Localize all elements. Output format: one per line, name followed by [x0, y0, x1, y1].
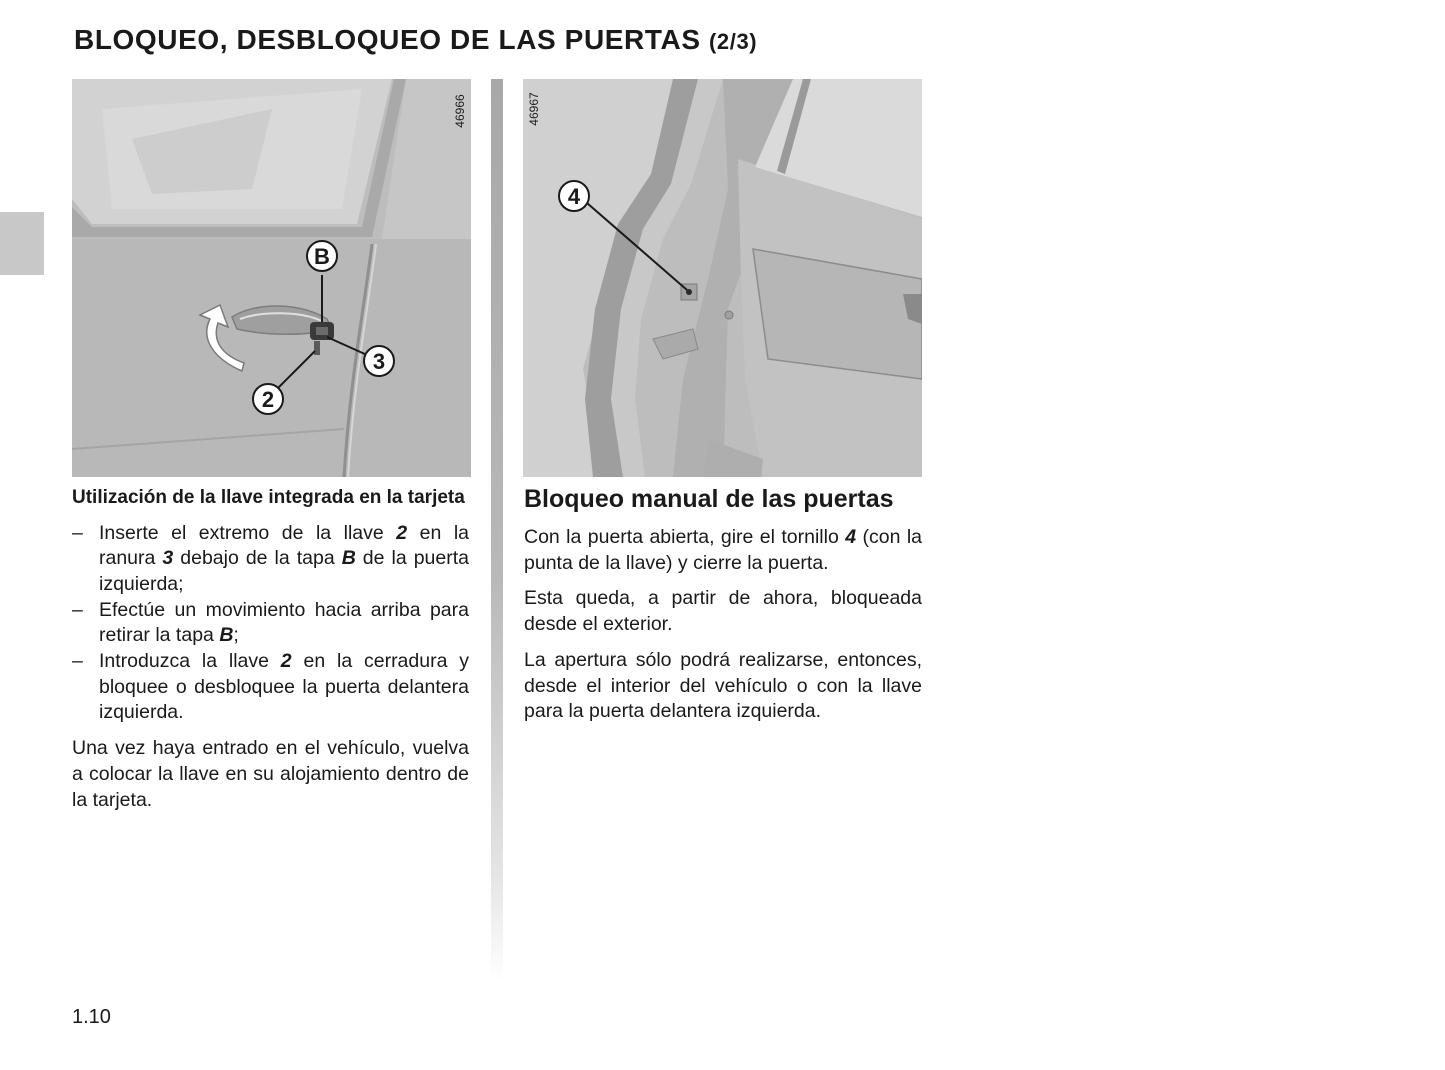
page-title-text: BLOQUEO, DESBLOQUEO DE LAS PUERTAS [74, 24, 701, 55]
page-title-part: (2/3) [709, 29, 758, 54]
list-text: ; [233, 624, 239, 647]
paragraph-text: Con la puerta abierta, gire el tornillo [524, 526, 846, 548]
dash-bullet: – [72, 598, 83, 621]
list-item [72, 649, 469, 726]
list-text: en la cerradura y bloquee o desbloquee la puerta delantera izquierda. [99, 650, 469, 724]
instruction-list [72, 521, 469, 727]
key-ref: 3 [162, 547, 174, 570]
key-ref: 2 [280, 650, 292, 673]
section-subheading: Utilización de la llave integrada en la tarjeta [72, 487, 465, 508]
key-ref: 4 [845, 526, 857, 548]
list-item [72, 598, 469, 649]
callout-4: 4 [567, 184, 581, 209]
right-text-column [524, 484, 922, 725]
key-ref: B [341, 547, 356, 570]
door-edge-illustration [523, 79, 922, 477]
key-ref: 2 [396, 521, 408, 544]
key-ref: B [219, 624, 234, 647]
dash-bullet: – [72, 650, 83, 673]
door-handle-illustration [72, 79, 471, 477]
section-tab-marker [0, 212, 44, 275]
door-edge-drawing [523, 79, 922, 477]
dash-bullet: – [72, 521, 83, 544]
callout-3: 3 [372, 349, 386, 374]
figure-ref-number: 46967 [527, 92, 541, 126]
column-divider [491, 79, 503, 981]
list-text: Introduzca la llave [99, 650, 281, 673]
paragraph-text: (con la punta de la llave) y cierre la puerta. [524, 526, 923, 574]
paragraph: Esta queda, a partir de ahora, bloqueada desde el exterior. [524, 587, 922, 636]
page-title [74, 24, 757, 56]
section-heading: Bloqueo manual de las puertas [524, 485, 894, 513]
list-text: de la puerta izquierda; [99, 547, 469, 595]
list-item [72, 521, 469, 598]
door-handle-drawing [72, 79, 471, 477]
paragraph: La apertura sólo podrá realizarse, entonces, desde el interior del vehículo o con la llave para la puerta delantera izquierda. [524, 648, 922, 723]
paragraph: Una vez haya entrado en el vehículo, vuelva a colocar la llave en su alojamiento dentro de la tarjeta. [72, 737, 469, 811]
callout-b: B [314, 244, 330, 269]
left-text-column [72, 485, 469, 813]
list-text: Efectúe un movimiento hacia arriba para retirar la tapa [99, 598, 469, 647]
list-text: Inserte el extremo de la llave [99, 521, 397, 544]
page-number: 1.10 [72, 1006, 111, 1028]
callout-2: 2 [261, 387, 275, 412]
list-text: en la ranura [99, 521, 469, 570]
paragraph [524, 525, 922, 576]
figure-ref-number: 46966 [453, 94, 467, 128]
list-text: debajo de la tapa [173, 547, 342, 570]
